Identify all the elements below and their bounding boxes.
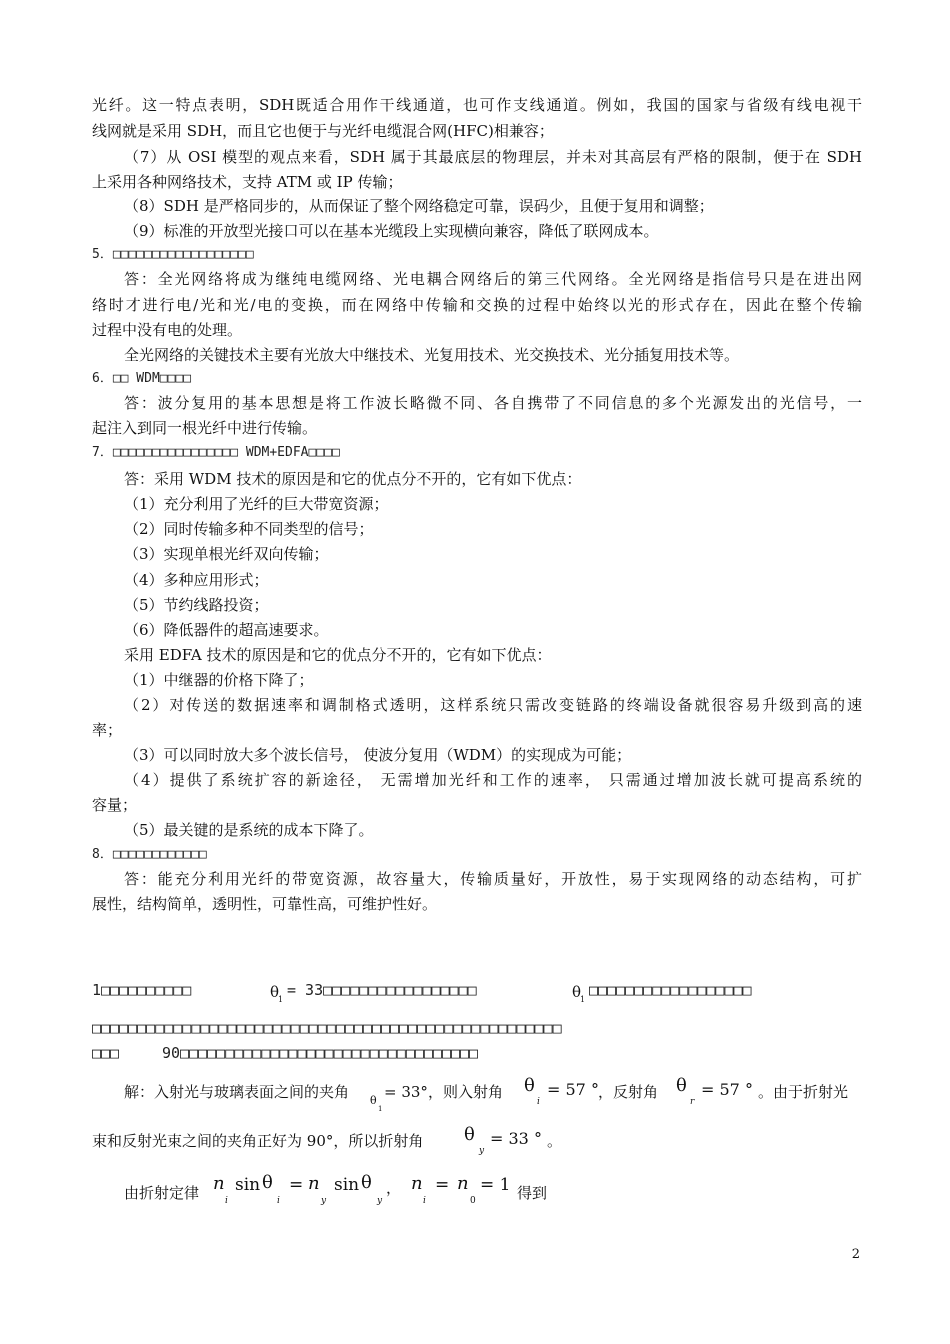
answer-line: 答：波分复用的基本思想是将工作波长略微不同、各自携带了不同信息的多个光源发出的光信号，一	[124, 394, 862, 412]
answer-line: 络时才进行电/光和光/电的变换，而在网络中传输和交换的过程中始终以光的形式存在，因此在整个传输	[92, 296, 862, 314]
theta-symbol: θ	[524, 1075, 535, 1096]
subscript: i	[277, 1196, 280, 1206]
text-line: （9）标准的开放型光接口可以在基本光缆段上实现横向兼容，降低了联网成本。	[124, 222, 659, 240]
subscript: y	[321, 1196, 327, 1206]
equation-var: n	[308, 1173, 320, 1194]
subscript: y	[479, 1146, 485, 1156]
solution-text: ，反射角	[598, 1083, 659, 1101]
subscript: 0	[470, 1196, 476, 1206]
problem-text: = 33□□□□□□□□□□□□□□□□□	[287, 981, 477, 999]
problem-text: □□□□□□□□□□□□□□□□□□□□□□□□□□□□□□□□□□□□□□□□□□□□□□□□□□□□	[92, 1019, 562, 1037]
answer-line: 答：能充分利用光纤的带宽资源，故容量大，传输质量好，开放性，易于实现网络的动态结构，可扩	[124, 870, 862, 888]
solution-text: 。由于折射光	[758, 1083, 849, 1101]
problem-text: □□□	[92, 1044, 120, 1062]
equation-var: n	[411, 1173, 423, 1194]
list-item: （1）充分利用了光纤的巨大带宽资源；	[124, 495, 389, 513]
subscript: r	[690, 1097, 695, 1107]
subscript: 1	[278, 995, 284, 1004]
subscript: i	[423, 1196, 426, 1206]
text-line: 上采用各种网络技术，支持 ATM 或 IP 传输；	[92, 173, 403, 191]
equation-func: sin	[235, 1175, 261, 1195]
answer-line: 过程中没有电的处理。	[92, 321, 243, 339]
equation: = 57 °	[701, 1080, 753, 1099]
list-item: （4）多种应用形式；	[124, 571, 269, 589]
question-heading: 5．□□□□□□□□□□□□□□□□□□	[92, 247, 254, 262]
question-heading: 7．□□□□□□□□□□□□□□□□ WDM+EDFA□□□□	[92, 445, 340, 460]
equation: =	[289, 1175, 304, 1195]
list-item: 容量；	[92, 796, 138, 814]
equation: = 1	[480, 1175, 511, 1195]
theta-symbol: θ	[270, 983, 280, 1001]
text-line: 线网就是采用 SDH，而且它也便于与光纤电缆混合网(HFC)相兼容；	[92, 122, 554, 140]
theta-symbol: θ	[572, 983, 582, 1001]
text-line: （8）SDH 是严格同步的，从而保证了整个网络稳定可靠，误码少，且便于复用和调整；	[124, 197, 714, 215]
answer-line: 全光网络的关键技术主要有光放大中继技术、光复用技术、光交换技术、光分插复用技术等。	[124, 346, 740, 364]
list-item: （3）实现单根光纤双向传输；	[124, 545, 329, 563]
problem-text: 1□□□□□□□□□□	[92, 981, 192, 999]
answer-line: 展性，结构简单，透明性，可靠性高，可维护性好。	[92, 895, 438, 913]
equation-var: n	[457, 1173, 469, 1194]
equation-var: n	[213, 1173, 225, 1194]
subscript: i	[225, 1196, 228, 1206]
list-item: （1）中继器的价格下降了；	[124, 671, 314, 689]
solution-text: 。	[547, 1132, 563, 1150]
problem-text: 90□□□□□□□□□□□□□□□□□□□□□□□□□□□□□□□□□	[162, 1044, 479, 1062]
problem-text: □□□□□□□□□□□□□□□□□□	[589, 981, 752, 999]
comma: ，	[386, 1179, 402, 1197]
answer-line: 采用 EDFA 技术的原因是和它的优点分不开的，它有如下优点：	[124, 646, 552, 664]
equation: = 57 °	[547, 1080, 599, 1099]
solution-text: ，则入射角	[428, 1083, 504, 1101]
list-item: （3）可以同时放大多个波长信号， 使波分复用（WDM）的实现成为可能；	[124, 746, 632, 764]
list-item: （5）最关键的是系统的成本下降了。	[124, 821, 374, 839]
subscript: y	[377, 1196, 383, 1206]
text-line: 光纤。这一特点表明，SDH既适合用作干线通道，也可作支线通道。例如，我国的国家与省级有线电视干	[92, 96, 862, 114]
list-item: （6）降低器件的超高速要求。	[124, 621, 329, 639]
equation: = 33 °	[490, 1129, 542, 1148]
solution-text: 得到	[517, 1184, 548, 1202]
theta-symbol: θ	[370, 1094, 377, 1107]
question-heading: 8．□□□□□□□□□□□□	[92, 847, 207, 862]
equation: =	[435, 1175, 450, 1195]
answer-line: 答：全光网络将成为继纯电缆网络、光电耦合网络后的第三代网络。全光网络是指信号只是在进出网	[124, 270, 862, 288]
equation: = 33°	[384, 1083, 428, 1101]
subscript: 1	[580, 995, 586, 1004]
list-item: （5）节约线路投资；	[124, 596, 269, 614]
equation-func: sin	[334, 1175, 360, 1195]
question-heading: 6．□□ WDM□□□□	[92, 371, 192, 386]
list-item: （4）提供了系统扩容的新途径， 无需增加光纤和工作的速率， 只需通过增加波长就可提高系统的	[124, 771, 862, 789]
theta-symbol: θ	[464, 1124, 475, 1145]
answer-line: 起注入到同一根光纤中进行传输。	[92, 419, 318, 437]
text-line: （7）从 OSI 模型的观点来看，SDH 属于其最底层的物理层，并未对其高层有严格的限制，便于在 SDH	[124, 148, 862, 166]
solution-text: 由折射定律	[124, 1184, 200, 1202]
theta-symbol: θ	[676, 1075, 687, 1096]
theta-symbol: θ	[262, 1172, 273, 1193]
list-item: （2）同时传输多种不同类型的信号；	[124, 520, 374, 538]
theta-symbol: θ	[361, 1172, 372, 1193]
list-item: 率；	[92, 721, 123, 739]
subscript: 1	[378, 1105, 383, 1113]
page-number: 2	[851, 1247, 860, 1262]
list-item: （2）对传送的数据速率和调制格式透明，这样系统只需改变链路的终端设备就很容易升级到高的速	[124, 696, 862, 714]
subscript: i	[537, 1097, 540, 1107]
solution-text: 束和反射光束之间的夹角正好为 90°，所以折射角	[92, 1132, 424, 1150]
solution-text: 解：入射光与玻璃表面之间的夹角	[124, 1083, 350, 1101]
answer-line: 答：采用 WDM 技术的原因是和它的优点分不开的，它有如下优点：	[124, 470, 582, 488]
